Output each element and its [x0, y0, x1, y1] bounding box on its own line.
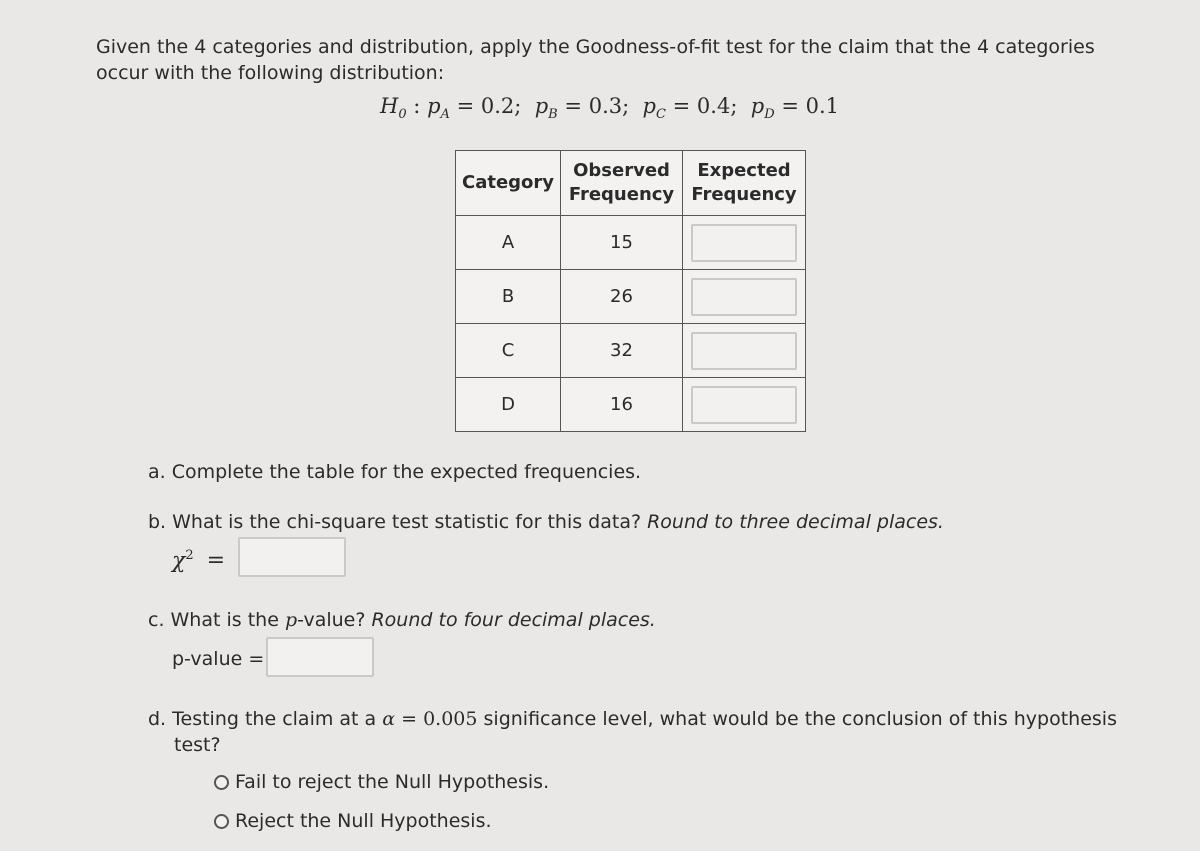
table-row: [456, 216, 806, 270]
chi-square-label: $\chi^2$ =: [172, 548, 226, 574]
category-cell: B: [456, 270, 561, 324]
pa-value: 0.2: [480, 94, 515, 118]
expected-input-b[interactable]: [691, 278, 797, 316]
expected-input-c[interactable]: [691, 332, 797, 370]
expected-header: Expected Frequency: [683, 151, 806, 216]
alpha-value: 0.005: [423, 708, 478, 730]
category-cell: C: [456, 324, 561, 378]
observed-cell: 16: [561, 378, 683, 432]
chi-square-input[interactable]: [238, 537, 346, 577]
table-row: [456, 270, 806, 324]
part-b-question: b. What is the chi-square test statistic for this data? Round to three decimal places.: [148, 511, 944, 533]
intro-line-2: occur with the following distribution:: [96, 62, 445, 84]
category-cell: D: [456, 378, 561, 432]
part-b-rounding: Round to three decimal places.: [647, 511, 944, 533]
h0-symbol: H: [380, 94, 399, 118]
p-value-input[interactable]: [266, 637, 374, 677]
expected-input-d[interactable]: [691, 386, 797, 424]
frequency-table: [455, 150, 806, 432]
intro-line-1: Given the 4 categories and distribution, apply the Goodness-of-fit test for the claim that the 4 categories: [96, 36, 1095, 58]
part-c-rounding: Round to four decimal places.: [371, 609, 656, 631]
observed-cell: 26: [561, 270, 683, 324]
part-d-question: d. Testing the claim at a α = 0.005 significance level, what would be the conclusion of this hypothesis: [148, 708, 1117, 730]
radio-fail-to-reject[interactable]: [214, 775, 229, 790]
observed-header: Observed Frequency: [561, 151, 683, 216]
radio-reject[interactable]: [214, 814, 229, 829]
pd-value: 0.1: [805, 94, 840, 118]
pc-value: 0.4: [696, 94, 731, 118]
part-a-text: a. Complete the table for the expected frequencies.: [148, 461, 642, 483]
table-header-row: [456, 151, 806, 216]
option-fail-to-reject[interactable]: Fail to reject the Null Hypothesis.: [214, 769, 549, 795]
observed-cell: 15: [561, 216, 683, 270]
category-cell: A: [456, 216, 561, 270]
table-row: [456, 378, 806, 432]
category-header: Category: [456, 151, 561, 216]
null-hypothesis: $H_0$ : $p_A = 0.2$; $p_B = 0.3$; $p_C = 0.4$; $p_D = 0.1$: [380, 94, 840, 123]
p-value-label: p-value =: [172, 648, 265, 670]
part-c-question: c. What is the p-value? Round to four decimal places.: [148, 609, 656, 631]
part-d-question-end: test?: [174, 734, 221, 756]
option-reject[interactable]: Reject the Null Hypothesis.: [214, 808, 492, 834]
observed-cell: 32: [561, 324, 683, 378]
table-row: [456, 324, 806, 378]
pb-value: 0.3: [588, 94, 623, 118]
expected-input-a[interactable]: [691, 224, 797, 262]
